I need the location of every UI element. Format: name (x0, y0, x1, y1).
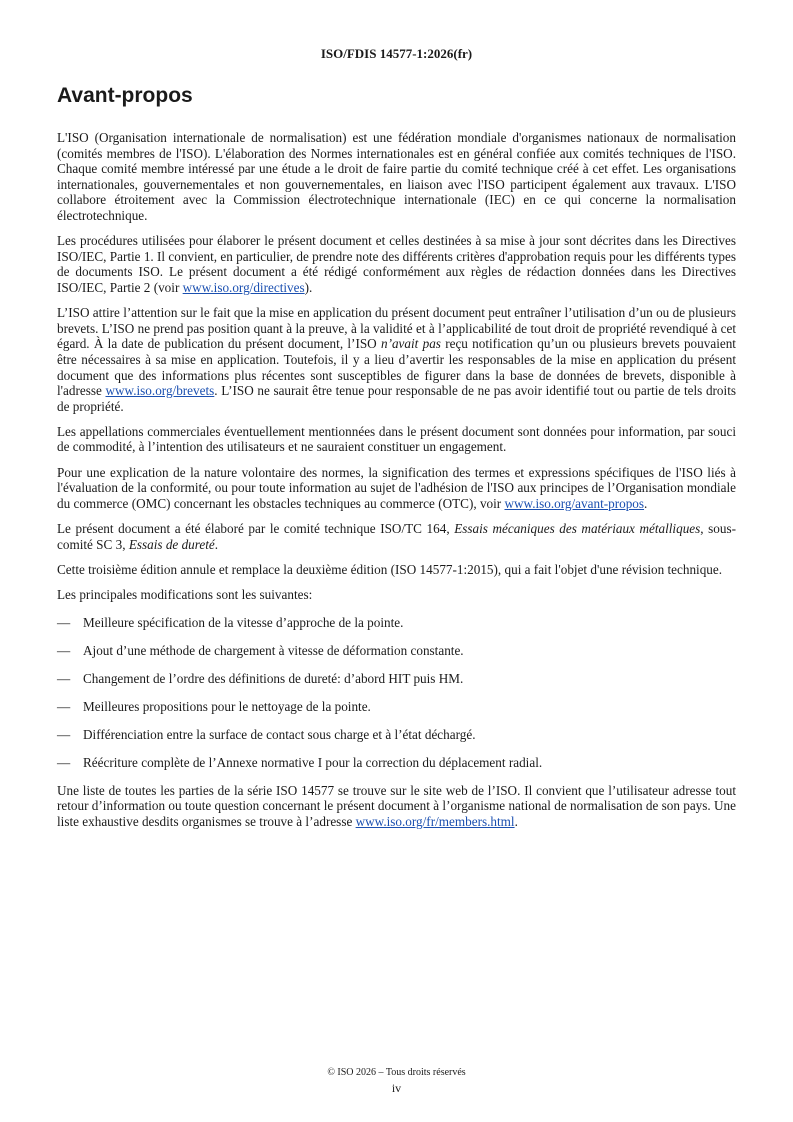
list-item-text: Meilleure spécification de la vitesse d’approche de la pointe. (83, 614, 404, 630)
paragraph-text: Les procédures utilisées pour élaborer le présent document et celles destinées à sa mise à jour sont décrites dans les Directives ISO/IEC, Partie 1. Il convient, en particulier, de prendre note des différents critères d'approbation requis pour les différents types de documents ISO. Le présent document a été rédigé conformément aux règles de rédaction données dans les Directives ISO/IEC, Partie 2 (voir (57, 233, 736, 295)
list-item (57, 727, 736, 743)
changes-list (57, 615, 736, 771)
list-item-text: Réécriture complète de l’Annexe normative I pour la correction du déplacement radial. (83, 754, 543, 770)
list-item (57, 671, 736, 687)
copyright-notice: © ISO 2026 – Tous droits réservés (327, 1067, 466, 1078)
paragraph-text-end: . (514, 814, 518, 830)
list-item-text: Différenciation entre la surface de contact sous charge et à l’état déchargé. (83, 726, 476, 742)
dash-bullet: — (57, 698, 71, 714)
paragraph-text: Une liste de toutes les parties de la série ISO 14577 se trouve sur le site web de l’ISO. Il convient que l’utilisateur adresse tout retour d’information ou toute question concernant le présent document à l’organisme national de normalisation de son pays. Une liste exhaustive desdits organismes se trouve à l’adresse (57, 782, 736, 830)
paragraph-text-end: ). (304, 279, 313, 295)
dash-bullet: — (57, 670, 71, 686)
paragraph-text-end: . L’ISO ne saurait être tenue pour responsable de ne pas avoir identifié tout ou partie de tels droits de propriété. (57, 383, 736, 414)
document-id-header: ISO/FDIS 14577-1:2026(fr) (320, 46, 473, 61)
directives-link[interactable]: www.iso.org/directives (182, 279, 305, 295)
paragraph-text-end: . (214, 536, 219, 552)
paragraph-patents (57, 305, 736, 414)
committee-title: Essais mécaniques des matériaux métalliques (454, 521, 701, 537)
patents-link[interactable]: www.iso.org/brevets (105, 383, 215, 399)
list-item (57, 643, 736, 659)
dash-bullet: — (57, 726, 71, 742)
foreword-link[interactable]: www.iso.org/avant-propos (504, 495, 645, 511)
paragraph-text-end: . (644, 495, 648, 511)
page-footer (0, 1066, 793, 1096)
paragraph-text: Cette troisième édition annule et remplace la deuxième édition (ISO 14577-1:2015), qui a fait l'objet d'une révision technique. (57, 561, 723, 577)
paragraph-text: Pour une explication de la nature volontaire des normes, la signification des termes et expressions spécifiques de l'ISO liés à l'évaluation de la conformité, ou pour toute information au sujet de l'adhésion de l'ISO aux principes de l’Organisation mondiale du commerce (OMC) concernant les obstacles techniques au commerce (OTC), voir (57, 464, 736, 511)
paragraph-text: reçu notification qu’un ou plusieurs brevets pouvaient être nécessaires à sa mise en application. Toutefois, il y a lieu d’avertir les responsables de la mise en application du présent document que des informations plus récentes sont susceptibles de figurer dans la base de données de brevets, disponible à l'adresse (57, 336, 736, 399)
list-item (57, 615, 736, 631)
list-item-text: Ajout d’une méthode de chargement à vitesse de déformation constante. (83, 642, 464, 658)
main-content (57, 84, 736, 839)
paragraph-text: Les principales modifications sont les suivantes: (57, 587, 313, 602)
list-item-text: Meilleures propositions pour le nettoyage de la pointe. (83, 698, 371, 714)
paragraph-text: , sous-comité SC 3, (57, 521, 736, 552)
paragraph-text: L’ISO attire l’attention sur le fait que la mise en application du présent document peut entraîner l’utilisation d’un ou de plusieurs brevets. L’ISO ne prend pas position quant à la preuve, à la validité et à l’applicabilité de tout droit de propriété revendiqué à cet égard. À la date de publication du présent document, l’ISO (57, 305, 736, 352)
paragraph-voluntary-nature (57, 465, 736, 512)
page-title: Avant-propos (57, 84, 193, 107)
paragraph-procedures (57, 233, 736, 295)
paragraph-changes-intro (57, 587, 736, 603)
paragraph-trade-names (57, 424, 736, 455)
list-item (57, 699, 736, 715)
paragraph-edition (57, 562, 736, 578)
paragraph-italic: n’avait pas (380, 336, 441, 352)
dash-bullet: — (57, 754, 71, 770)
paragraph-committee (57, 521, 736, 552)
members-link[interactable]: www.iso.org/fr/members.html (355, 814, 515, 830)
list-item-text: Changement de l’ordre des définitions de dureté: d’abord HIT puis HM. (83, 670, 464, 686)
paragraph-text: L'ISO (Organisation internationale de normalisation) est une fédération mondiale d'organismes nationaux de normalisation (comités membres de l'ISO). L'élaboration des Normes internationales est en général confiée aux comités techniques de l'ISO. Chaque comité membre intéressé par une étude a le droit de faire partie du comité technique créé à cet effet. Les organisations internationales, gouvernementales et non gouvernementales, en liaison avec l'ISO participent également aux travaux. L'ISO collabore étroitement avec la Commission électrotechnique internationale (IEC) en ce qui concerne la normalisation électrotechnique. (57, 130, 736, 223)
page-number: iv (391, 1081, 402, 1095)
paragraph-text: Le présent document a été élaboré par le comité technique ISO/TC 164, (57, 521, 455, 537)
paragraph-iso-intro (57, 130, 736, 224)
dash-bullet: — (57, 642, 71, 658)
paragraph-text: Les appellations commerciales éventuellement mentionnées dans le présent document sont données pour information, par souci de commodité, à l’intention des utilisateurs et ne sauraient constituer un engagement. (57, 423, 736, 455)
list-item (57, 755, 736, 771)
subcommittee-title: Essais de dureté (128, 536, 215, 552)
dash-bullet: — (57, 614, 71, 630)
paragraph-series-parts (57, 783, 736, 830)
